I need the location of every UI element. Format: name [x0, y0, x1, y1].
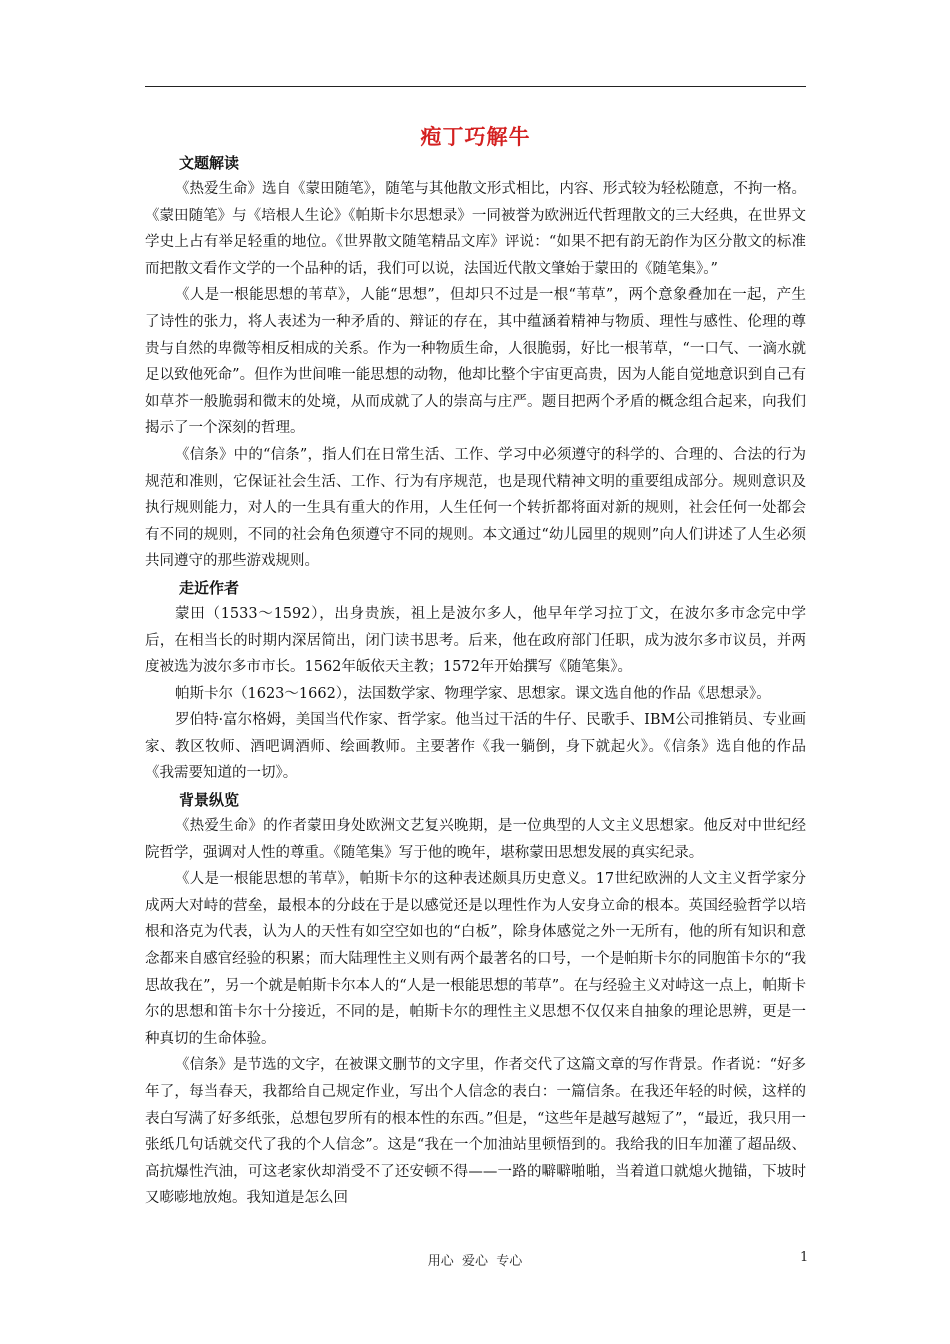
section-about-authors	[145, 575, 806, 787]
footer-motto: 用心 爱心 专心	[427, 1254, 523, 1269]
section-heading: 走近作者	[179, 578, 240, 597]
paragraph: 《信条》是节选的文字，在被课文删节的文字里，作者交代了这篇文章的写作背景。作者说：“好多年了，每当春天，我都给自己规定作业，写出个人信念的表白：一篇信条。在我还年轻的时候，这样的表白写满了好多纸张，总想包罗所有的根本性的东西。”但是，“这些年是越写越短了”，“最近，我只用一张纸几句话就交代了我的个人信念”。这是“我在一个加油站里顿悟到的。我给我的旧车加灌了超品级、高抗爆性汽油，可这老家伙却消受不了还安顿不得——一路的噼噼啪啪，当着道口就熄火抛锚，下坡时又嘭嘭地放炮。我知道是怎么回	[145, 1057, 806, 1207]
page-title: 疱丁巧解牛	[420, 124, 531, 149]
paragraph: 蒙田（1533～1592），出身贵族，祖上是波尔多人，他早年学习拉丁文，在波尔多市念完中学后，在相当长的时期内深居简出，闭门读书思考。后来，他在政府部门任职，成为波尔多市议员，并两度被选为波尔多市市长。1562年皈依天主教；1572年开始撰写《随笔集》。	[145, 605, 806, 676]
header-rule	[145, 86, 806, 87]
paragraph: 《人是一根能思想的苇草》，人能“思想”，但却只不过是一根“苇草”，两个意象叠加在一起，产生了诗性的张力，将人表述为一种矛盾的、辩证的存在，其中蕴涵着精神与物质、理性与感性、伦理的尊贵与自然的卑微等相反相成的关系。作为一种物质生命，人很脆弱，好比一根苇草，“一口气、一滴水就足以致他死命”。但作为世间唯一能思想的动物，他却比整个宇宙更高贵，因为人能自觉地意识到自己有如草芥一般脆弱和微末的处境，从而成就了人的崇高与庄严。题目把两个矛盾的概念组合起来，向我们揭示了一个深刻的哲理。	[145, 287, 806, 437]
page-number: 1	[800, 1250, 809, 1265]
section-heading: 文题解读	[179, 154, 240, 172]
paragraph: 罗伯特·富尔格姆，美国当代作家、哲学家。他当过干活的牛仔、民歌手、IBM公司推销员、专业画家、教区牧师、酒吧调酒师、绘画教师。主要著作《我一躺倒，身下就起火》。《信条》选自他的作品《我需要知道的一切》。	[145, 712, 806, 782]
section-title-interpretation	[145, 150, 806, 575]
paragraph: 《信条》中的“信条”，指人们在日常生活、工作、学习中必须遵守的科学的、合理的、合法的行为规范和准则，它保证社会生活、工作、行为有序规范，也是现代精神文明的重要组成部分。规则意识及执行规则能力，对人的一生具有重大的作用，人生任何一个转折都将面对新的规则，社会任何一处都会有不同的规则，不同的社会角色须遵守不同的规则。本文通过“幼儿园里的规则”向人们讲述了人生必须共同遵守的那些游戏规则。	[145, 446, 806, 570]
document-body	[145, 150, 806, 1212]
paragraph: 《热爱生命》的作者蒙田身处欧洲文艺复兴晚期，是一位典型的人文主义思想家。他反对中世纪经院哲学，强调对人性的尊重。《随笔集》写于他的晚年，堪称蒙田思想发展的真实纪录。	[145, 818, 806, 861]
section-heading: 背景纵览	[179, 791, 240, 810]
paragraph: 《人是一根能思想的苇草》，帕斯卡尔的这种表述颇具历史意义。17世纪欧洲的人文主义哲学家分成两大对峙的营垒，最根本的分歧在于是以感觉还是以理性作为人安身立命的根本。英国经验哲学以培根和洛克为代表，认为人的天性有如空空如也的“白板”，除身体感觉之外一无所有，他的所有知识和意念都来自感官经验的积累；而大陆理性主义则有两个最著名的口号，一个是帕斯卡尔的同胞笛卡尔的“我思故我在”，另一个就是帕斯卡尔本人的“人是一根能思想的苇草”。在与经验主义对峙这一点上，帕斯卡尔的思想和笛卡尔十分接近，不同的是，帕斯卡尔的理性主义思想不仅仅来自抽象的理论思辨，更是一种真切的生命体验。	[145, 871, 806, 1047]
paragraph: 《热爱生命》选自《蒙田随笔》，随笔与其他散文形式相比，内容、形式较为轻松随意，不拘一格。《蒙田随笔》与《培根人生论》《帕斯卡尔思想录》一同被誉为欧洲近代哲理散文的三大经典，在世界文学史上占有举足轻重的地位。《世界散文随笔精品文库》评说：“如果不把有韵无韵作为区分散文的标准而把散文看作文学的一个品种的话，我们可以说，法国近代散文肇始于蒙田的《随笔集》。”	[145, 181, 806, 277]
paragraph: 帕斯卡尔（1623～1662），法国数学家、物理学家、思想家。课文选自他的作品《思想录》。	[175, 685, 771, 702]
section-background	[145, 787, 806, 1212]
